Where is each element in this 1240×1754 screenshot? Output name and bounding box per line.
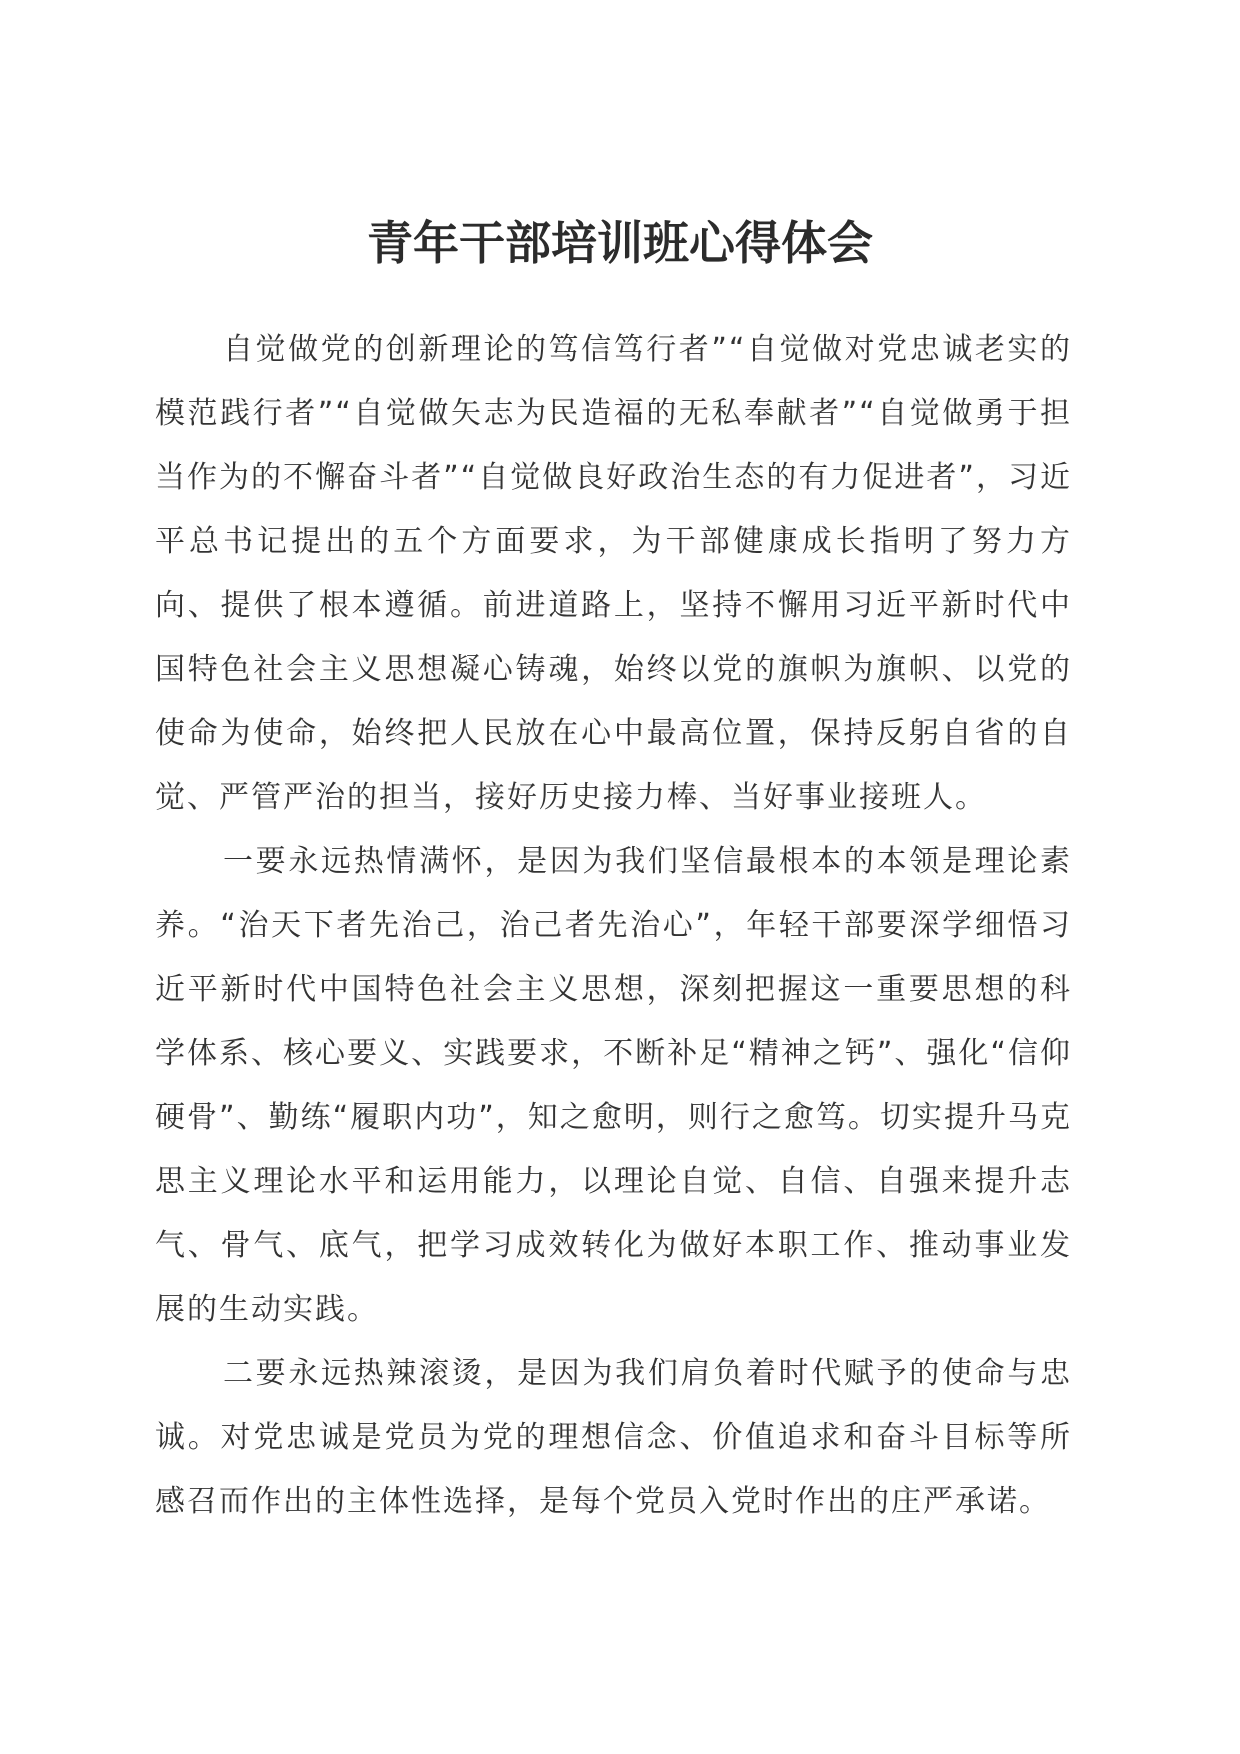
document-body bbox=[155, 318, 1072, 1534]
paragraph-intro: 自觉做党的创新理论的笃信笃行者”“自觉做对党忠诚老实的模范践行者”“自觉做矢志为民造福的无私奉献者”“自觉做勇于担当作为的不懈奋斗者”“自觉做良好政治生态的有力促进者”，习近平总书记提出的五个方面要求，为干部健康成长指明了努力方向、提供了根本遵循。前进道路上，坚持不懈用习近平新时代中国特色社会主义思想凝心铸魂，始终以党的旗帜为旗帜、以党的使命为使命，始终把人民放在心中最高位置，保持反躬自省的自觉、严管严治的担当，接好历史接力棒、当好事业接班人。 bbox=[155, 332, 1072, 815]
page-title: 青年干部培训班心得体会 bbox=[367, 216, 873, 270]
paragraph-second-point: 二要永远热辣滚烫，是因为我们肩负着时代赋予的使命与忠诚。对党忠诚是党员为党的理想信念、价值追求和奋斗目标等所感召而作出的主体性选择，是每个党员入党时作出的庄严承诺。 bbox=[155, 1356, 1072, 1519]
paragraph-first-point: 一要永远热情满怀，是因为我们坚信最根本的本领是理论素养。“治天下者先治己，治己者先治心”，年轻干部要深学细悟习近平新时代中国特色社会主义思想，深刻把握这一重要思想的科学体系、核心要义、实践要求，不断补足“精神之钙”、强化“信仰硬骨”、勤练“履职内功”，知之愈明，则行之愈笃。切实提升马克思主义理论水平和运用能力，以理论自觉、自信、自强来提升志气、骨气、底气，把学习成效转化为做好本职工作、推动事业发展的生动实践。 bbox=[155, 844, 1072, 1327]
